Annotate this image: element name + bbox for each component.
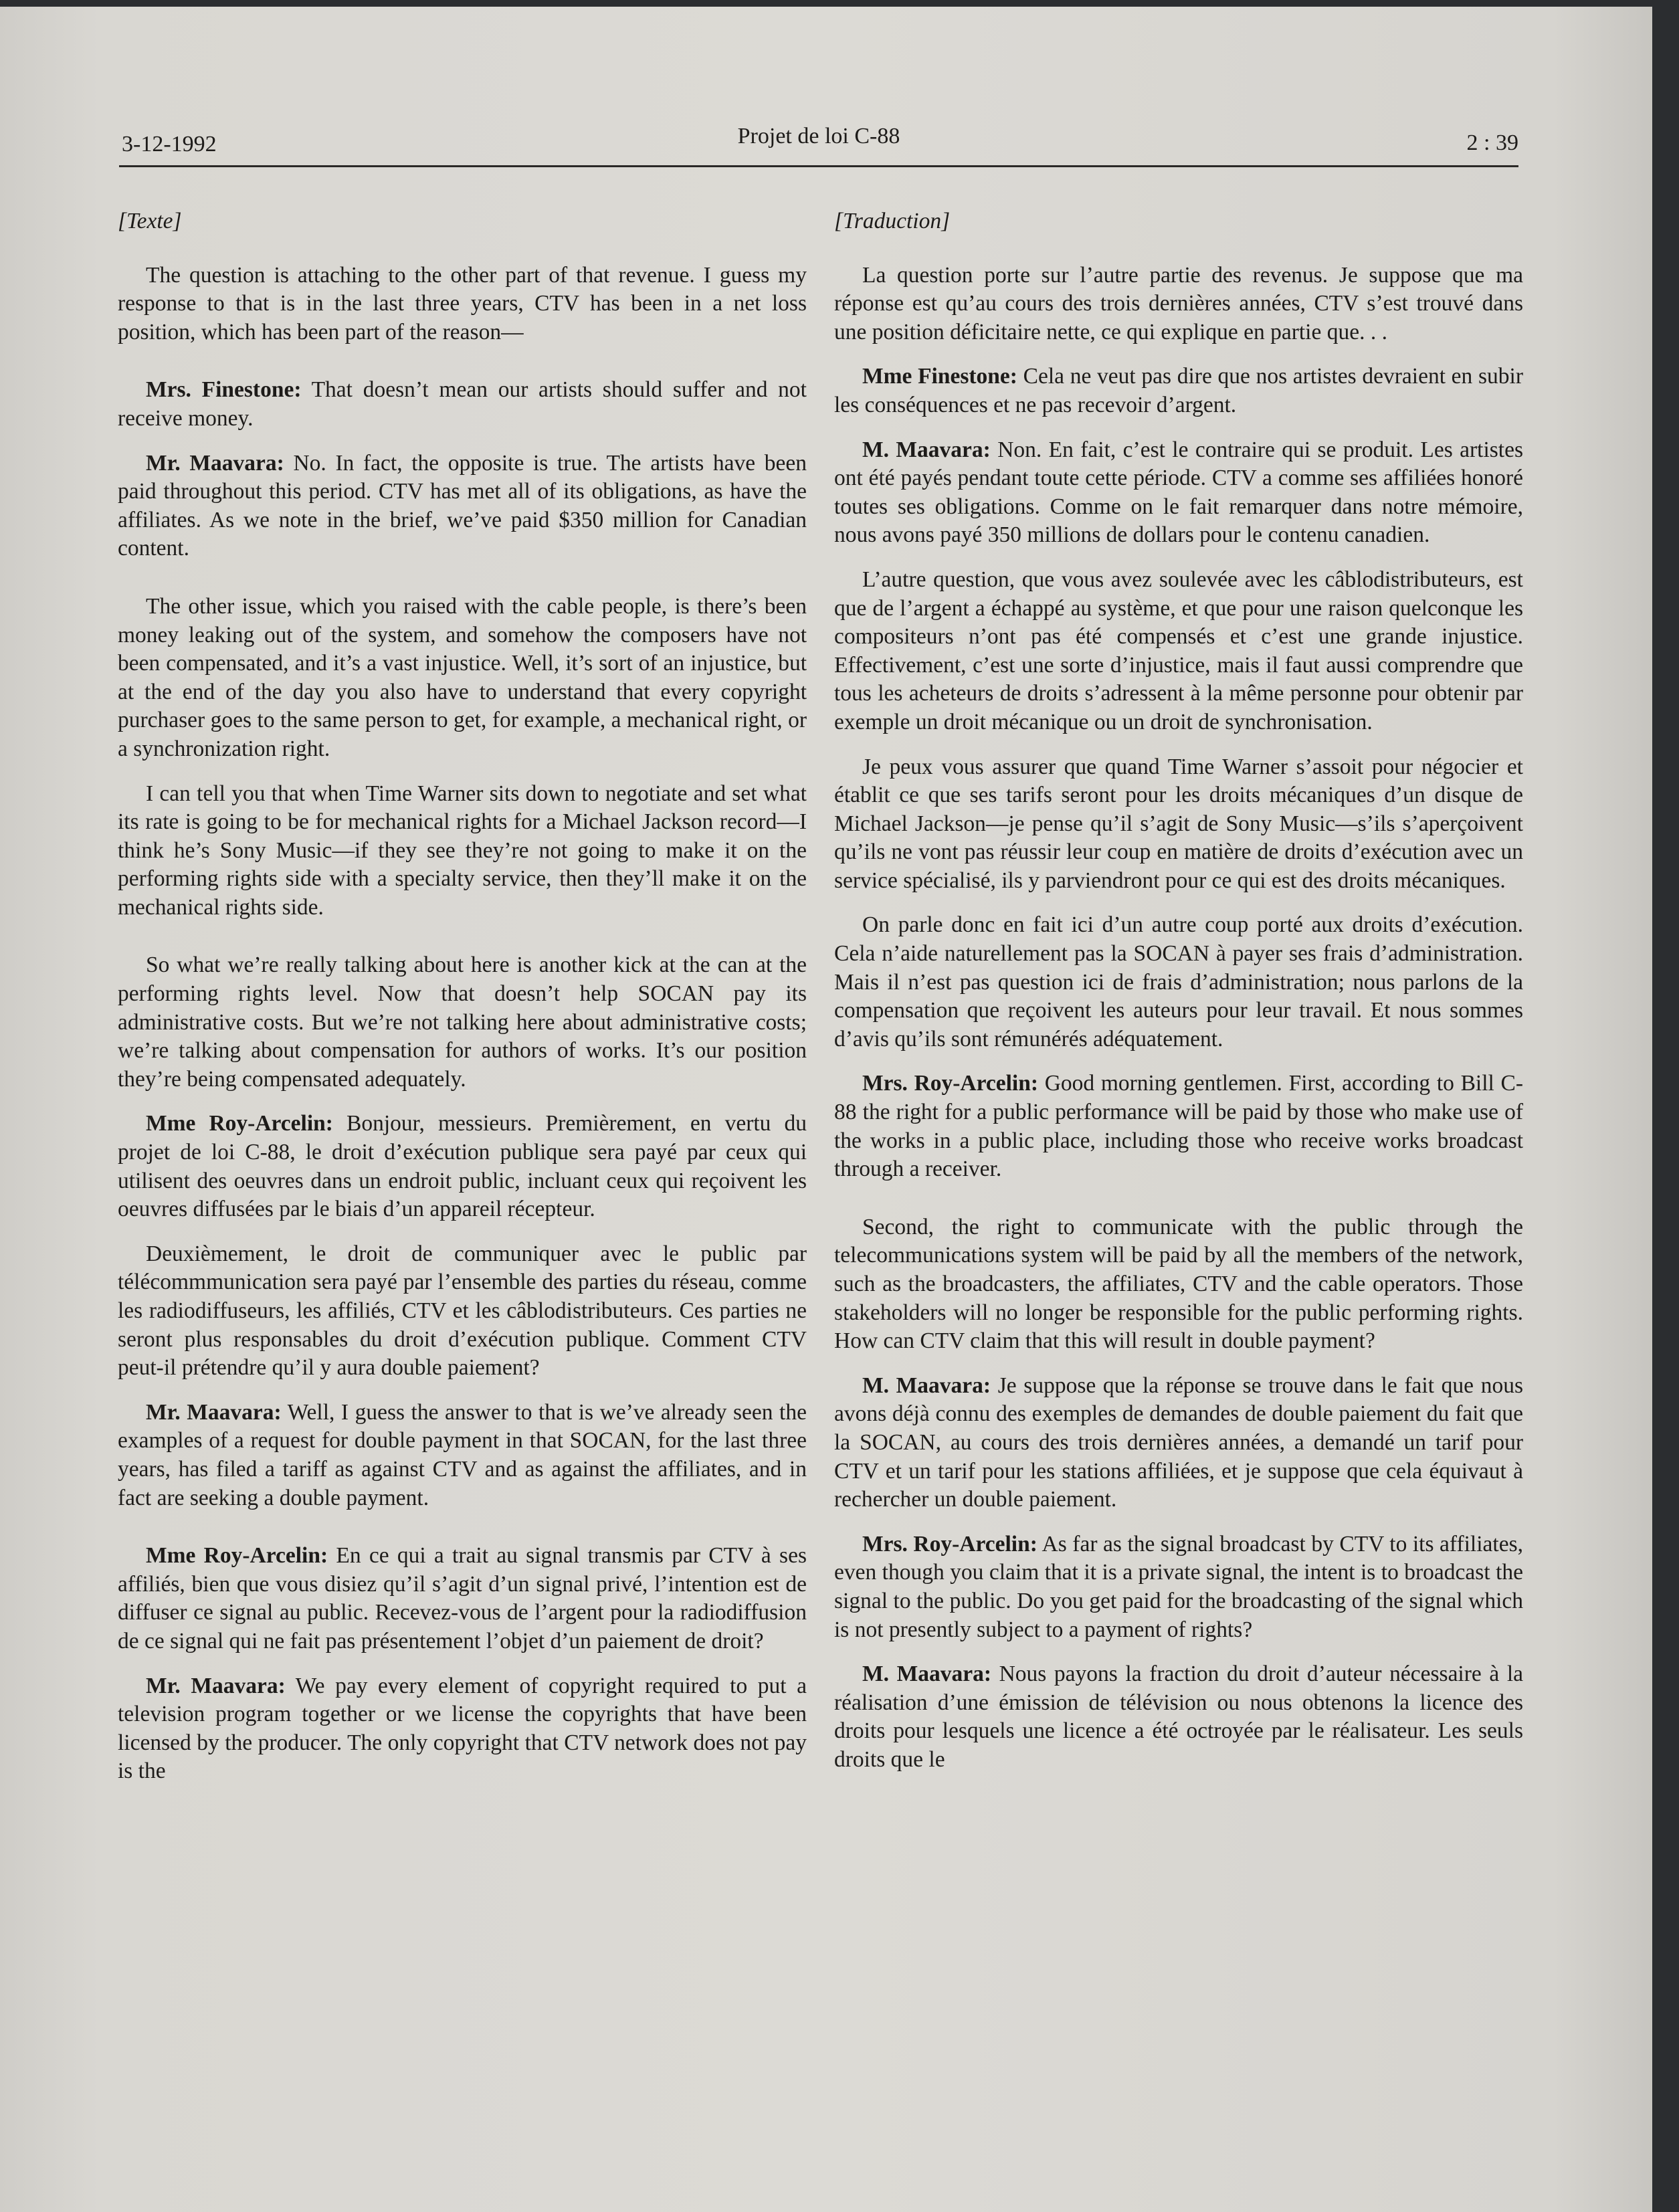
speech-text: As far as the signal broadcast by CTV to its affiliates, even though you claim that it is a private signal, the intent is to broadcast the signal to the public. Do you get paid for the broadcasting of the signal which is not presently subject to a payment of rights?: [834, 1531, 1523, 1642]
paragraph: So what we’re really talking about here is another kick at the can at the performing rights level. Now that doesn’t help SOCAN pay its administrative costs. But we’re not talking here about administrative costs; we’re talking about compensation for authors of works. It’s our position they’re being compensated adequately.: [118, 952, 807, 1092]
paragraph: [118, 449, 807, 563]
paragraph: La question porte sur l’autre partie des revenus. Je suppose que ma réponse est qu’au cours des trois dernières années, CTV s’est trouvé dans une position déficitaire nette, ce qui explique en partie que. . .: [834, 262, 1523, 344]
speech-text: Cela ne veut pas dire que nos artistes devraient en subir les conséquences et ne pas recevoir d’argent.: [834, 364, 1523, 417]
paragraph: On parle donc en fait ici d’un autre coup porté aux droits d’exécution. Cela n’aide naturellement pas la SOCAN à payer ses frais d’administration. Mais il n’est pas question ici de frais d’administration; nous parlons de la compensation que reçoivent les auteurs pour leur travail. Et nous sommes d’avis qu’ils sont rémunérés adéquatement.: [834, 912, 1523, 1051]
speaker-name: M. Maavara:: [862, 1662, 991, 1687]
speaker-name: Mrs. Roy-Arcelin:: [862, 1071, 1039, 1096]
speaker-name: Mr. Maavara:: [146, 450, 284, 476]
speech-text: Good morning gentlemen. First, according to Bill C-88 the right for a public performance will be paid by those who make use of the works in a public place, including those who receive works broadcast through a receiver.: [834, 1071, 1524, 1182]
paragraph: [118, 1399, 807, 1512]
paragraph: [118, 1542, 807, 1655]
paragraph: Deuxièmement, le droit de communiquer avec le public par télécommmunication sera payé par l’ensemble des parties du réseau, comme les radiodiffuseurs, les affiliés, CTV et les câblodistributeurs. Ces parties ne seront plus responsables du droit d’exécution publique. Comment CTV peut-il prétendre qu’il y aura double paiement?: [118, 1241, 807, 1381]
speaker-name: Mr. Maavara:: [146, 1673, 286, 1698]
speech-text: En ce qui a trait au signal transmis par CTV à ses affiliés, bien que vous disiez qu’il s’agit d’un signal privé, l’intention est de diffuser ce signal au public. Recevez-vous de l’argent pour la radiodiffusion de ce signal qui ne fait pas présentement l’objet d’un paiement de droit?: [118, 1543, 807, 1653]
speaker-name: Mme Roy-Arcelin:: [146, 1543, 328, 1569]
paragraph: Second, the right to communicate with the public through the telecommunications system will be paid by all the members of the network, such as the broadcasters, the affiliates, CTV and the cable operators. Those stakeholders will no longer be responsible for the public performing rights. How can CTV claim that this will result in double payment?: [834, 1214, 1523, 1354]
speaker-name: Mme Roy-Arcelin:: [146, 1111, 333, 1136]
page-header: [119, 124, 1518, 167]
speech-text: Non. En fait, c’est le contraire qui se produit. Les artistes ont été payés pendant toute cette période. CTV a comme ses affiliées honoré toutes ses obligations. Comme on le fait remarquer dans notre mémoire, nous avons payé 350 millions de dollars pour le contenu canadien.: [834, 437, 1524, 548]
paragraph: [834, 1530, 1523, 1644]
speech-text: No. In fact, the opposite is true. The artists have been paid throughout this period. CTV has met all of its obligations, as have the affiliates. As we note in the brief, we’ve paid $350 million for Canadian content.: [118, 450, 807, 561]
speaker-name: Mr. Maavara:: [146, 1399, 282, 1425]
speech-text: That doesn’t mean our artists should suffer and not receive money.: [118, 377, 807, 431]
speech-text: Je suppose que la réponse se trouve dans le fait que nous avons déjà connu des exemples de demandes de double paiement du fait que la SOCAN, au cours des trois dernières années, a demandé un tarif pour CTV et un tarif pour les stations affiliées, et je suppose que cela équivaut à rechercher un double paiement.: [834, 1373, 1523, 1512]
speaker-name: Mrs. Finestone:: [146, 377, 302, 403]
paragraph: [118, 1672, 807, 1786]
column-tag-traduction: [Traduction]: [834, 209, 951, 233]
column-tag-texte: [Texte]: [118, 209, 182, 233]
speaker-name: Mrs. Roy-Arcelin:: [862, 1531, 1038, 1556]
speaker-name: M. Maavara:: [862, 437, 991, 462]
paragraph: L’autre question, que vous avez soulevée avec les câblodistributeurs, est que de l’argent a échappé au système, et que pour une raison quelconque les compositeurs n’ont pas été compensés et c’est une grande injustice. Effectivement, c’est une sorte d’injustice, mais il faut aussi comprendre que tous les acheteurs de droits s’adressent à la même personne pour obtenir par exemple un droit mécanique ou un droit de synchronisation.: [834, 567, 1523, 734]
speech-text: Nous payons la fraction du droit d’auteur nécessaire à la réalisation d’une émission de télévision ou nous obtenons la licence des droits pour lesquels une licence a été octroyée par le réalisateur. Les seuls droits que le: [834, 1662, 1524, 1772]
paragraph: I can tell you that when Time Warner sits down to negotiate and set what its rate is going to be for mechanical rights for a Michael Jackson record—I think he’s Sony Music—if they see they’re not going to make it on the performing rights side with a specialty service, then they’ll make it on the mechanical rights side.: [118, 781, 807, 920]
left-column: [118, 207, 807, 1802]
paragraph: [834, 1070, 1523, 1183]
right-column: [834, 207, 1523, 1791]
document-page: [0, 7, 1652, 2212]
header-title: Projet de loi C-88: [737, 124, 900, 148]
paragraph: Je peux vous assurer que quand Time Warner s’assoit pour négocier et établit ce que ses tarifs seront pour les droits mécaniques d’un disque de Michael Jackson—je pense qu’il s’agit de Sony Music—s’ils s’aperçoivent qu’ils ne vont pas réussir leur coup en matière de droits d’exécution avec un service spécialisé, ils y parviendront pour ce qui est des droits mécaniques.: [834, 754, 1523, 893]
paragraph: [834, 1660, 1523, 1774]
paragraph: [834, 363, 1523, 419]
paragraph: The question is attaching to the other part of that revenue. I guess my response to that is in the last three years, CTV has been in a net loss position, which has been part of the reason—: [118, 262, 807, 344]
speaker-name: Mme Finestone:: [862, 364, 1017, 389]
paragraph: The other issue, which you raised with the cable people, is there’s been money leaking out of the system, and somehow the composers have not been compensated, and it’s a vast injustice. Well, it’s sort of an injustice, but at the end of the day you also have to understand that every copyright purchaser goes to the same person to get, for example, a mechanical right, or a synchronization right.: [118, 593, 807, 761]
speech-text: Bonjour, messieurs. Premièrement, en vertu du projet de loi C-88, le droit d’exécution publique sera payé par ceux qui utilisent des oeuvres dans un endroit public, incluant ceux qui reçoivent les oeuvres diffusées par le biais d’un appareil récepteur.: [118, 1111, 807, 1222]
paragraph: [118, 1110, 807, 1223]
paragraph: [118, 376, 807, 433]
speech-text: Well, I guess the answer to that is we’ve already seen the examples of a request for double payment in that SOCAN, for the last three years, has filed a tariff as against CTV and as against the affiliates, and in fact are seeking a double payment.: [118, 1399, 807, 1510]
paragraph: [834, 1372, 1523, 1514]
speech-text: We pay every element of copyright required to put a television program together or we license the copyrights that have been licensed by the producer. The only copyright that CTV network does not pay is the: [118, 1673, 807, 1784]
header-date: 3-12-1992: [122, 132, 217, 157]
paragraph: [834, 436, 1523, 550]
speaker-name: M. Maavara:: [862, 1373, 991, 1398]
header-page-number: 2 : 39: [1466, 130, 1518, 155]
